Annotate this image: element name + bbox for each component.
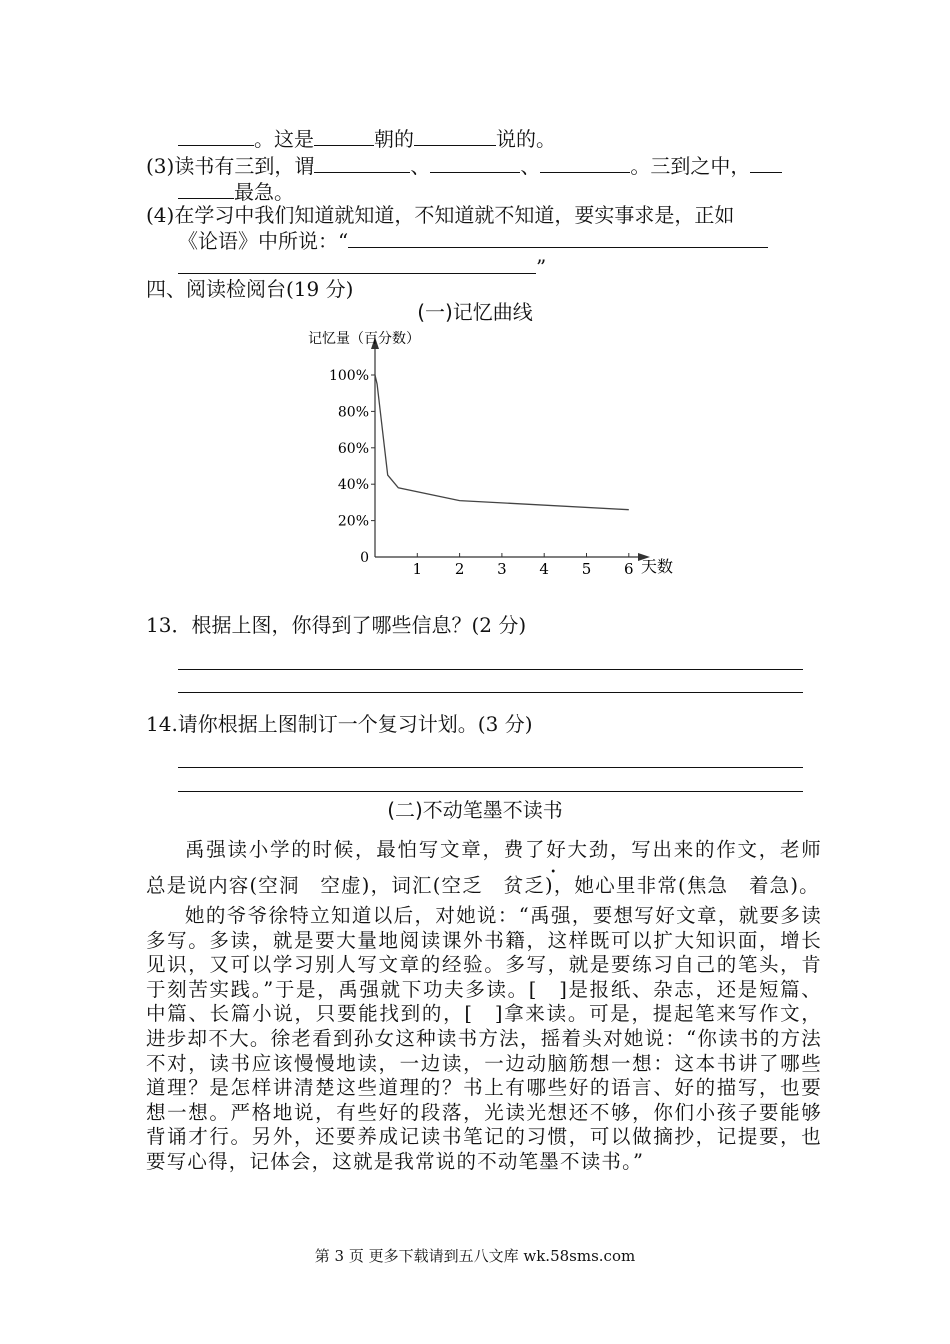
fill-line-3: 最急。: [178, 180, 294, 204]
passage-title: (二)不动笔墨不读书: [387, 798, 563, 822]
y-tick-label: 40%: [337, 477, 369, 494]
y-tick-label: 60%: [337, 440, 369, 457]
answer-blank[interactable]: [750, 154, 782, 173]
passage-body: [146, 832, 822, 1175]
question-13: 13．根据上图，你得到了哪些信息？(2 分): [146, 613, 527, 637]
passage-title: (一)记忆曲线: [417, 300, 533, 324]
y-tick-label: 0: [360, 550, 369, 566]
answer-blank[interactable]: [414, 127, 496, 146]
section-heading: 四、阅读检阅台(19 分): [146, 277, 354, 301]
paragraph: 她的爷爷徐特立知道以后，对她说：“禹强，要想写好文章，就要多读多写。多读，就是要大量地阅读课外书籍，这样既可以扩大知识面，增长见识，又可以学习别人写文章的经验。多写，就是要练习自己的笔头，肯于刻苦实践。”于是，禹强就下功夫多读。[ ]是报纸、杂志，还是短篇、中篇、长篇小说，只要能找到的，[ ]拿来读。可是，提起笔来写作文，进步却不大。徐老看到孙女这种读书方法，摇着头对她说：“你读书的方法不对，读书应该慢慢地读，一边读，一边动脑筋想一想：这本书讲了哪些道理？是怎样讲清楚这些道理的？书上有哪些好的语言、好的描写，也要想一想。严格地说，有些好的段落，光读光想还不够，你们小孩子要能够背诵才行。另外，还要养成记读书笔记的习惯，可以做摘抄，记提要，也要写心得，记体会，这就是我常说的不动笔墨不读书。”: [146, 904, 822, 1173]
answer-blank[interactable]: [314, 154, 410, 173]
answer-line[interactable]: [178, 767, 803, 768]
answer-blank[interactable]: [540, 154, 630, 173]
memory-curve-line: [375, 375, 629, 510]
question-14: 14.请你根据上图制订一个复习计划。(3 分): [146, 712, 533, 736]
x-axis-label: 天数: [641, 557, 674, 576]
answer-blank[interactable]: [178, 180, 234, 199]
answer-blank[interactable]: [348, 229, 768, 248]
answer-blank[interactable]: [178, 255, 536, 274]
fill-line-6: ”: [178, 255, 546, 279]
answer-blank[interactable]: [430, 154, 520, 173]
y-tick-label: 20%: [337, 513, 369, 530]
paragraph: 禹强读小学的时候，最怕写文章，费 •了好大劲，写出来的作文，老师总是说内容(空洞 空虚)，词汇(空乏 贫乏)，她心里非常(焦急 着急)。: [146, 832, 822, 904]
x-tick-label: 1: [412, 560, 423, 578]
answer-line[interactable]: [178, 791, 803, 792]
answer-blank[interactable]: [314, 127, 374, 146]
x-tick-label: 3: [497, 560, 507, 578]
answer-line[interactable]: [178, 669, 803, 670]
page-footer: 第 3 页 更多下载请到五八文库 wk.58sms.com: [314, 1247, 636, 1265]
memory-curve-chart: [300, 325, 700, 585]
fill-line-5: 《论语》中所说：“: [178, 229, 768, 253]
fill-line-1: 。这是 朝的 说的。: [178, 127, 556, 151]
fill-line-4: (4)在学习中我们知道就知道，不知道就不知道，要实事求是，正如: [146, 203, 735, 227]
answer-line[interactable]: [178, 692, 803, 693]
x-tick-label: 4: [539, 560, 549, 578]
emphasis-mark: 费 •: [504, 838, 525, 861]
x-tick-label: 6: [624, 560, 634, 578]
y-tick-label: 80%: [337, 404, 369, 421]
fill-line-2: (3)读书有三到，谓 、 、 。三到之中，: [146, 154, 782, 178]
y-axis-label: 记忆量（百分数）: [308, 331, 420, 347]
y-tick-label: 100%: [328, 368, 369, 384]
x-tick-label: 2: [454, 560, 465, 578]
answer-blank[interactable]: [178, 127, 254, 146]
x-tick-label: 5: [581, 560, 592, 578]
